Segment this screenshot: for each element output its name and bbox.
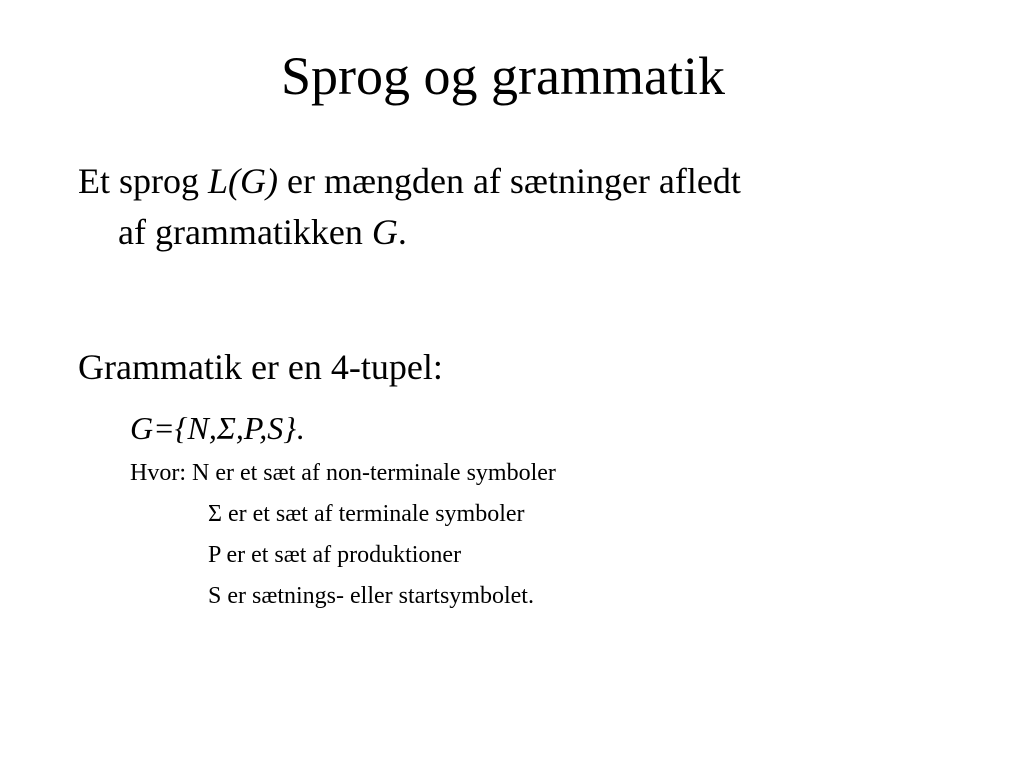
para1-line2-period: . <box>397 212 407 252</box>
definition-nonterminals: Hvor: N er et sæt af non-terminale symboler <box>130 460 556 486</box>
grammar-symbol: G <box>371 212 398 252</box>
tuple-heading: Grammatik er en 4-tupel: <box>78 347 443 387</box>
para1-line2-text: af grammatikken <box>118 212 372 252</box>
slide-title: Sprog og grammatik <box>281 46 725 106</box>
language-definition-paragraph <box>78 156 978 258</box>
para1-text-start: Et sprog <box>78 161 208 201</box>
definition-terminals: Σ er et sæt af terminale symboler <box>208 501 525 527</box>
definition-productions: P er et sæt af produktioner <box>208 542 462 568</box>
para1-line2 <box>78 207 978 258</box>
grammar-formula-period: . <box>296 410 305 446</box>
para1-text-middle: er mængden af sætninger afledt <box>278 161 741 201</box>
definition-start-symbol: S er sætnings- eller startsymbolet. <box>208 583 534 609</box>
language-symbol: L(G) <box>208 161 278 201</box>
grammar-formula <box>130 406 304 450</box>
grammar-formula-expression: G={N,Σ,P,S} <box>130 410 297 446</box>
